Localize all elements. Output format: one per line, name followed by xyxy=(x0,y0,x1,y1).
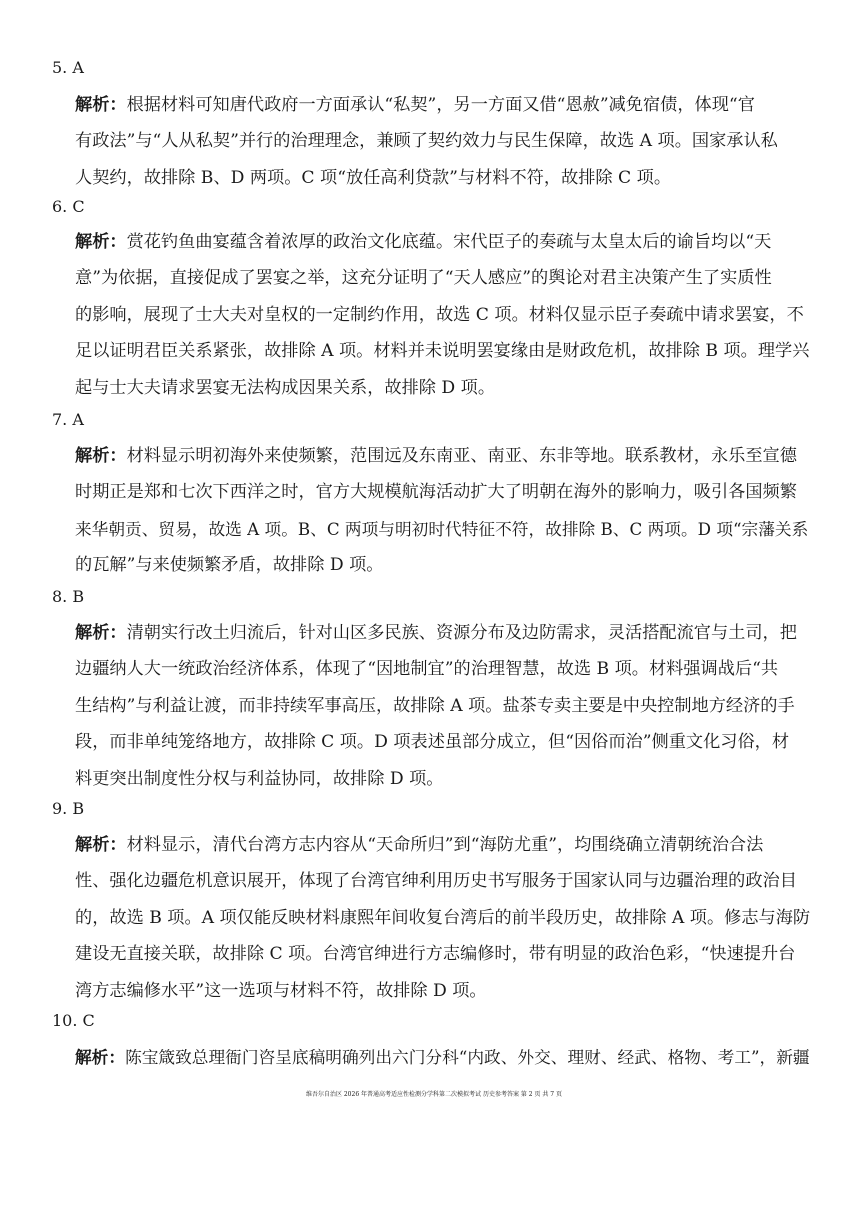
explanation-text: 材料显示，清代台湾方志内容从“天命所归”到“海防尤重”，均围绕确立清朝统治合法 xyxy=(126,835,764,855)
explanation-label: 解析： xyxy=(75,232,127,252)
explanation-label: 解析： xyxy=(75,623,127,643)
explanation-text: 清朝实行改土归流后，针对山区多民族、资源分布及边防需求，灵活搭配流官与土司，把 xyxy=(126,623,797,643)
explanation-line: 的，故选 B 项。A 项仅能反映材料康熙年间收复台湾后的前半段历史，故排除 A 项。修志与海防 xyxy=(75,907,811,928)
explanation-line: 起与士大夫请求罢宴无法构成因果关系，故排除 D 项。 xyxy=(75,377,496,398)
explanation-text: 材料显示明初海外来使频繁，范围远及东南亚、南亚、东非等地。联系教材，永乐至宣德 xyxy=(126,446,797,466)
answer-number: 5. A xyxy=(52,58,84,77)
explanation-line: 的影响，展现了士大夫对皇权的一定制约作用，故选 C 项。材料仅显示臣子奏疏中请求罢宴，不 xyxy=(75,304,804,325)
explanation-text: 赏花钓鱼曲宴蕴含着浓厚的政治文化底蕴。宋代臣子的奏疏与太皇太后的谕旨均以“天 xyxy=(126,232,772,252)
explanation-line: 有政法”与“人从私契”并行的治理理念，兼顾了契约效力与民生保障，故选 A 项。国家承认私 xyxy=(75,131,778,152)
explanation-line xyxy=(75,87,817,123)
answer-number: 8. B xyxy=(52,587,85,606)
explanation-block xyxy=(75,1039,817,1075)
answer-number: 7. A xyxy=(52,410,84,429)
answer-number: 10. C xyxy=(52,1011,95,1030)
explanation-line: 性、强化边疆危机意识展开，体现了台湾官绅利用历史书写服务于国家认同与边疆治理的政治目 xyxy=(75,871,797,892)
explanation-line: 湾方志编修水平”这一选项与材料不符，故排除 D 项。 xyxy=(75,980,487,1001)
explanation-line: 生结构”与利益让渡，而非持续军事高压，故排除 A 项。盐茶专卖主要是中央控制地方经济的手 xyxy=(75,695,795,716)
explanation-label: 解析： xyxy=(75,446,127,466)
explanation-text: 陈宝箴致总理衙门咨呈底稿明确列出六门分科“内政、外交、理财、经武、格物、考工”，新疆 xyxy=(125,1047,810,1067)
explanation-block xyxy=(75,615,817,797)
answer-number: 9. B xyxy=(52,799,85,818)
explanation-block xyxy=(75,438,817,584)
explanation-line: 的瓦解”与来使频繁矛盾，故排除 D 项。 xyxy=(75,555,384,576)
explanation-label: 解析： xyxy=(75,1047,126,1067)
explanation-line xyxy=(75,827,817,863)
answer-number: 6. C xyxy=(52,197,85,216)
explanation-line: 人契约，故排除 B、D 两项。C 项“放任高利贷款”与材料不符，故排除 C 项。 xyxy=(75,167,672,188)
explanation-label: 解析： xyxy=(75,95,127,115)
explanation-line: 足以证明君臣关系紧张，故排除 A 项。材料并未说明罢宴缘由是财政危机，故排除 B 项。理学兴 xyxy=(75,341,810,362)
explanation-line: 料更突出制度性分权与利益协同，故排除 D 项。 xyxy=(75,768,444,789)
explanation-text: 根据材料可知唐代政府一方面承认“私契”，另一方面又借“恩赦”减免宿债，体现“官 xyxy=(126,95,755,115)
explanation-line: 意”为依据，直接促成了罢宴之举，这充分证明了“天人感应”的舆论对君主决策产生了实质性 xyxy=(75,268,772,289)
explanation-line: 边疆纳人大一统政治经济体系，体现了“因地制宜”的治理智慧，故选 B 项。材料强调战后“共 xyxy=(75,659,779,680)
explanation-label: 解析： xyxy=(75,835,127,855)
explanation-line: 建设无直接关联，故排除 C 项。台湾官绅进行方志编修时，带有明显的政治色彩，“快速提升台 xyxy=(75,944,796,965)
explanation-block xyxy=(75,827,817,1009)
explanation-block xyxy=(75,87,817,196)
explanation-block xyxy=(75,224,817,406)
explanation-line xyxy=(75,438,817,474)
explanation-line: 时期正是郑和七次下西洋之时，官方大规模航海活动扩大了明朝在海外的影响力，吸引各国频繁 xyxy=(75,482,797,503)
explanation-line xyxy=(75,1039,817,1075)
explanation-line: 段，而非单纯笼络地方，故排除 C 项。D 项表述虽部分成立，但“因俗而治”侧重文化习俗，材 xyxy=(75,732,790,753)
explanation-line xyxy=(75,224,817,260)
explanation-line: 来华朝贡、贸易，故选 A 项。B、C 两项与明初时代特征不符，故排除 B、C 两项。D 项“宗藩关系 xyxy=(75,518,809,539)
page-footer: 维吾尔自治区 2026 年普通高考适应性检测分学科第二次模拟考试 历史参考答案 第 2 页 共 7 页 xyxy=(305,1091,563,1098)
explanation-line xyxy=(75,615,817,651)
